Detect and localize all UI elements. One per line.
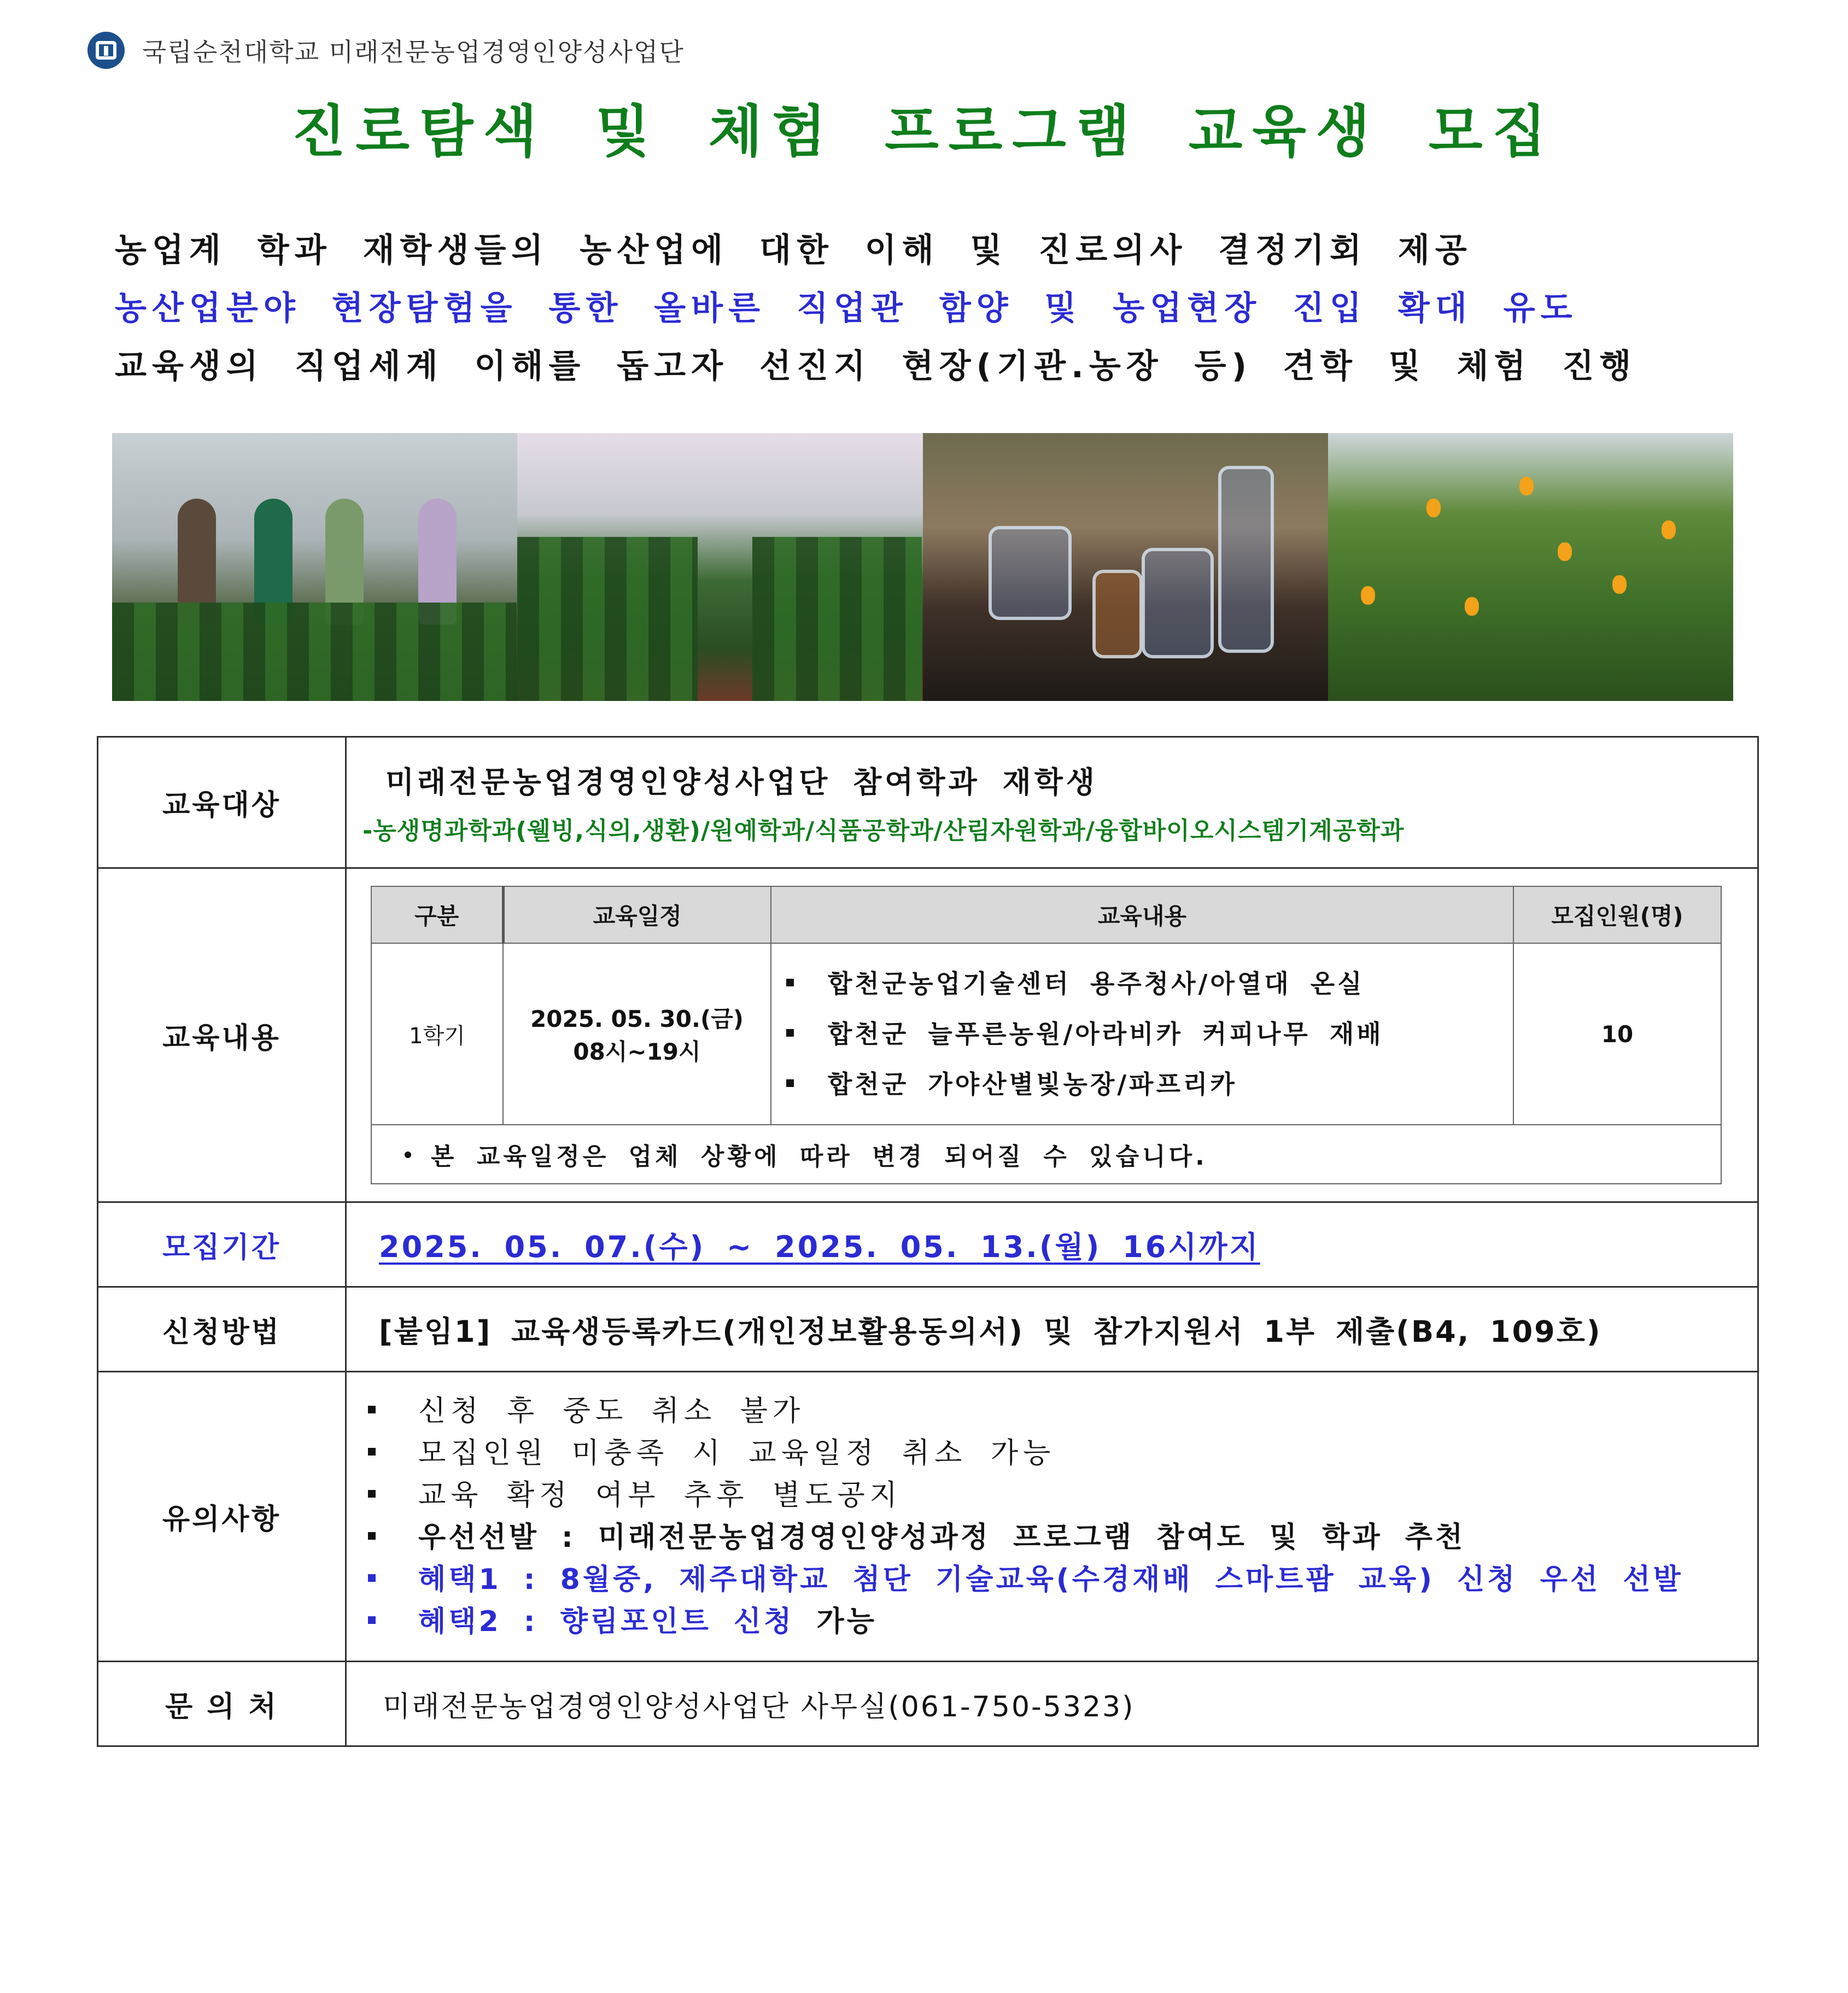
- header-count: 모집인원(명): [1513, 886, 1721, 943]
- schedule-note: 본 교육일정은 업체 상황에 따라 변경 되어질 수 있습니다.: [371, 1125, 1721, 1184]
- program-cell: [771, 943, 1513, 1125]
- note-item: 모집인원 미충족 시 교육일정 취소 가능: [368, 1433, 1757, 1475]
- program-item: 합천군 늘푸른농원/아라비카 커피나무 재배: [786, 1009, 1512, 1059]
- info-table: [97, 736, 1759, 1747]
- photo-coffee-greenhouse: [517, 433, 922, 701]
- content-label: 교육내용: [98, 868, 346, 1202]
- note-item: 교육 확정 여부 추후 별도공지: [368, 1475, 1757, 1517]
- count-cell: 10: [1513, 943, 1721, 1125]
- row-method: [98, 1287, 1758, 1372]
- target-main: 미래전문농업경영인양성사업단 참여학과 재학생: [385, 765, 1098, 799]
- contact-cell: [346, 1662, 1758, 1746]
- schedule-time: 08시~19시: [573, 1038, 701, 1065]
- program-item: 합천군 가야산별빛농장/파프리카: [786, 1059, 1512, 1109]
- note-item-benefit-2: 혜택2 : 향림포인트 신청 가능: [368, 1601, 1757, 1643]
- period-cell: [346, 1202, 1758, 1287]
- header: [87, 28, 685, 72]
- intro-text: [115, 224, 1636, 398]
- note-item: 신청 후 중도 취소 불가: [368, 1390, 1757, 1433]
- note-item-benefit-1: 혜택1 : 8월중, 제주대학교 첨단 기술교육(수경재배 스마트팜 교육) 신청 우선 선발: [368, 1559, 1757, 1601]
- contact-value: 미래전문농업경영인양성사업단 사무실(061-750-5323): [383, 1690, 1135, 1723]
- page-title: 진로탐색 및 체험 프로그램 교육생 모집: [291, 100, 1557, 165]
- note-item: 우선선발 : 미래전문농업경영인양성과정 프로그램 참여도 및 학과 추천: [368, 1517, 1757, 1559]
- photo-strip: [112, 433, 1733, 701]
- target-cell: [346, 737, 1758, 868]
- photo-paprika-farm: [1328, 433, 1733, 701]
- notes-label: 유의사항: [98, 1372, 346, 1662]
- notes-cell: [346, 1372, 1758, 1662]
- row-content: [98, 868, 1758, 1202]
- program-item: 합천군농업기술센터 용주청사/아열대 온실: [786, 958, 1512, 1009]
- period-value: 2025. 05. 07.(수) ~ 2025. 05. 13.(월) 16시까지: [379, 1229, 1260, 1264]
- intro-line-2: 농산업분야 현장탐험을 통한 올바른 직업관 함양 및 농업현장 진입 확대 유도: [115, 289, 1578, 328]
- header-content: 교육내용: [771, 886, 1513, 943]
- row-notes: [98, 1372, 1758, 1662]
- intro-line-3: 교육생의 직업세계 이해를 돕고자 선진지 현장(기관.농장 등) 견학 및 체험 진행: [115, 347, 1637, 385]
- org-name: 국립순천대학교 미래전문농업경영인양성사업단: [142, 37, 685, 67]
- photo-greenhouse-visit: [112, 433, 517, 701]
- target-departments: -농생명과학과(웰빙,식의,생환)/원예학과/식품공학과/산림자원학과/융합바이오시스템기계공학과: [362, 817, 1405, 845]
- method-cell: [346, 1287, 1758, 1372]
- schedule-date: 2025. 05. 30.(금): [530, 1006, 744, 1032]
- header-term: 구분: [371, 886, 503, 943]
- schedule-table: [371, 886, 1722, 1184]
- row-target: [98, 737, 1758, 868]
- intro-line-1: 농업계 학과 재학생들의 농산업에 대한 이해 및 진로의사 결정기회 제공: [115, 231, 1472, 270]
- university-logo-icon: [87, 32, 125, 69]
- header-date: 교육일정: [503, 886, 771, 943]
- period-label: 모집기간: [98, 1202, 346, 1287]
- method-value: [붙임1] 교육생등록카드(개인정보활용동의서) 및 참가지원서 1부 제출(B4, 109호): [379, 1314, 1602, 1349]
- target-label: 교육대상: [98, 737, 346, 868]
- method-label: 신청방법: [98, 1287, 346, 1372]
- row-contact: [98, 1662, 1758, 1746]
- term-cell: 1학기: [371, 943, 503, 1125]
- row-period: [98, 1202, 1758, 1287]
- date-cell: [503, 943, 771, 1125]
- content-cell: [346, 868, 1758, 1202]
- photo-coffee-tools: [923, 433, 1328, 701]
- contact-label: 문 의 처: [98, 1662, 346, 1746]
